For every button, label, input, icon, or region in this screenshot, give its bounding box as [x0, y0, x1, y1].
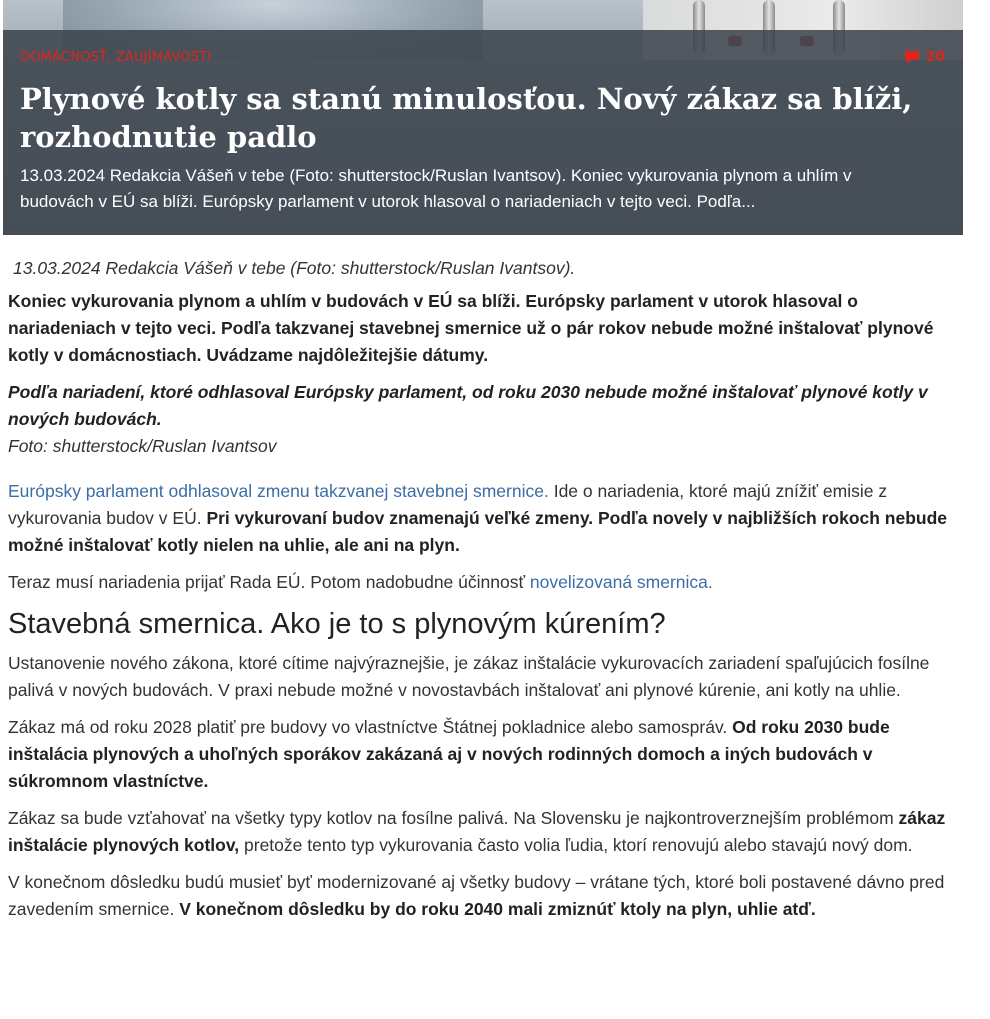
paragraph — [8, 478, 966, 559]
paragraph — [8, 805, 966, 859]
paragraph — [8, 569, 966, 596]
section-heading: Stavebná smernica. Ako je to s plynovým kúrením? — [8, 608, 666, 640]
paragraph: Ustanovenie nového zákona, ktoré cítime najvýraznejšie, je zákaz inštalácie vykurovacích zariadení spaľujúcich fosílne palivá v nových budovách. V praxi nebude možné v novostavbách inštalovať ani plynové kúrenie, ani kotly na uhlie. — [8, 653, 930, 700]
comment-bubble-icon — [904, 50, 920, 65]
comment-count[interactable] — [904, 49, 945, 65]
paragraph-text: Ide o nariadenia, ktoré majú znížiť emisie z vykurovania budov v EÚ. — [8, 481, 888, 528]
paragraph — [8, 869, 966, 923]
paragraph-text: pretože tento typ vykurovania často volia ľudia, ktorí renovujú alebo stavajú nový dom. — [239, 835, 913, 855]
paragraph-text: Teraz musí nariadenia prijať Rada EÚ. Potom nadobudne účinnosť — [8, 572, 530, 592]
parliament-vote-link[interactable]: Európsky parlament odhlasoval zmenu takzvanej stavebnej smernice. — [8, 481, 549, 501]
article-meta: 13.03.2024 Redakcia Vášeň v tebe (Foto: shutterstock/Ruslan Ivantsov). — [13, 258, 576, 278]
amended-directive-link[interactable]: novelizovaná smernica. — [529, 572, 713, 592]
paragraph-bold: Od roku 2030 bude inštalácia plynových a uhoľných sporákov zakázaná aj v nových rodinných domoch a iných budovách v súkromnom vlastníctve. — [8, 717, 890, 791]
article-title[interactable]: Plynové kotly sa stanú minulosťou. Nový zákaz sa blíži, rozhodnutie padlo — [20, 82, 913, 154]
paragraph — [8, 714, 966, 795]
image-credit: Foto: shutterstock/Ruslan Ivantsov — [8, 436, 277, 456]
paragraph-text: Zákaz sa bude vzťahovať na všetky typy kotlov na fosílne palivá. Na Slovensku je najkontroverznejším problémom — [8, 808, 899, 828]
article-body — [8, 255, 966, 933]
comment-count-value: 20 — [925, 49, 945, 65]
article-excerpt: 13.03.2024 Redakcia Vášeň v tebe (Foto: shutterstock/Ruslan Ivantsov). Koniec vykurovania plynom a uhlím v budovách v EÚ sa blíži. Európsky parlament v utorok hlasoval o nariadeniach v tejto veci. Podľa... — [20, 166, 852, 211]
paragraph-bold: zákaz inštalácie plynových kotlov, — [8, 808, 946, 855]
category-links[interactable]: DOMÁCNOSŤ, ZAUJÍMAVOSTI — [20, 50, 212, 65]
paragraph-text: Zákaz má od roku 2028 platiť pre budovy vo vlastníctve Štátnej pokladnice alebo samospráv. — [8, 717, 733, 737]
paragraph-bold: Pri vykurovaní budov znamenajú veľké zmeny. Podľa novely v najbližších rokoch nebude možné inštalovať kotly nielen na uhlie, ale ani na plyn. — [8, 508, 948, 555]
paragraph-text: V konečnom dôsledku budú musieť byť modernizované aj všetky budovy – vrátane tých, ktoré boli postavené dávno pred zavedením smernice. — [8, 872, 945, 919]
image-caption: Podľa nariadení, ktoré odhlasoval Európsky parlament, od roku 2030 nebude možné inštalovať plynové kotly v nových budovách. — [8, 382, 928, 429]
hero-banner[interactable] — [3, 0, 963, 235]
image-caption-block — [8, 379, 966, 460]
paragraph-bold: V konečnom dôsledku by do roku 2040 mali zmiznúť ktoly na plyn, uhlie atď. — [179, 899, 816, 919]
article-lead: Koniec vykurovania plynom a uhlím v budovách v EÚ sa blíži. Európsky parlament v utorok hlasoval o nariadeniach v tejto veci. Podľa takzvanej stavebnej smernice už o pár rokov nebude možné inštalovať plynové kotly v domácnostiach. Uvádzame najdôležitejšie dátumy. — [8, 291, 934, 365]
